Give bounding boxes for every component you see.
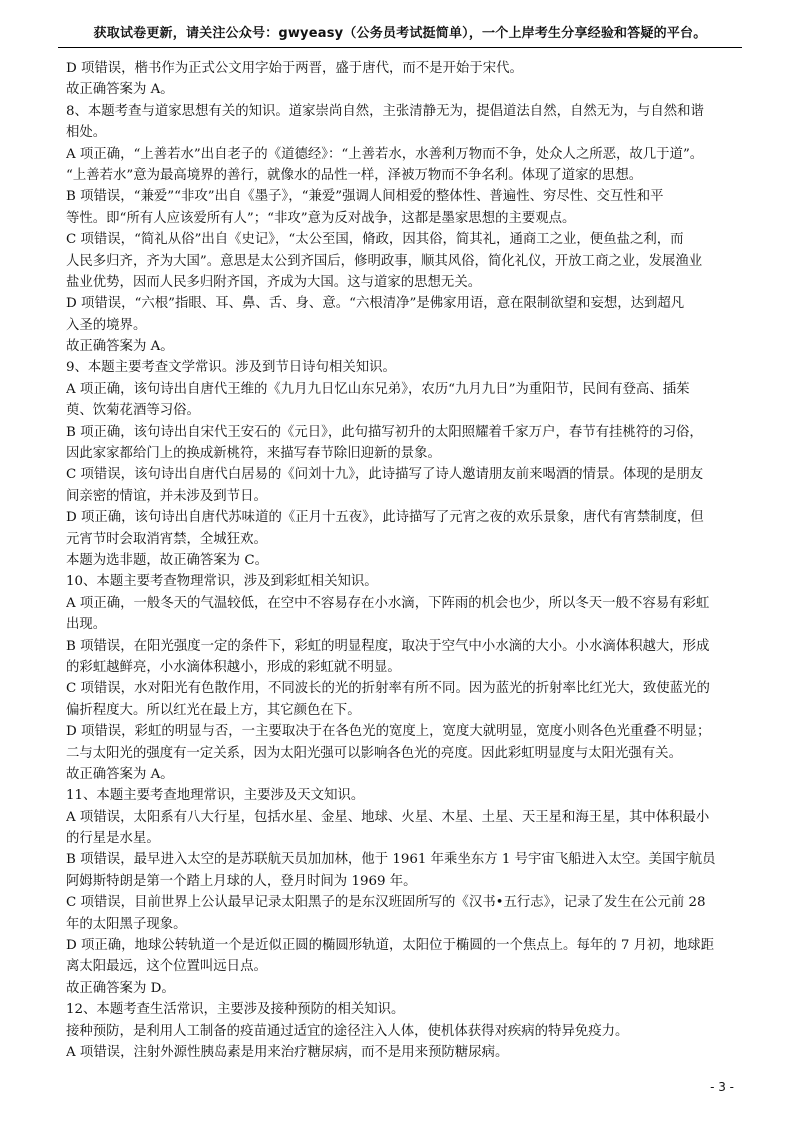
text-line: 偏折程度大。所以红光在最上方，其它颜色在下。 — [66, 702, 361, 718]
text-line: D 项正确，地球公转轨道一个是近似正圆的椭圆形轨道，太阳位于椭圆的一个焦点上。每年的 7 月初，地球距 — [66, 938, 714, 954]
text-line: C 项错误，目前世界上公认最早记录太阳黑子的是东汉班固所写的《汉书•五行志》，记录了发生在公元前 28 — [66, 895, 706, 911]
text-line: 故正确答案为 A。 — [66, 766, 174, 782]
text-line: A 项错误，注射外源性胰岛素是用来治疗糖尿病，而不是用来预防糖尿病。 — [66, 1044, 509, 1060]
text-line: 年的太阳黑子现象。 — [66, 916, 187, 932]
text-line: 出现。 — [66, 617, 107, 633]
text-line: A 项错误，太阳系有八大行星，包括水星、金星、地球、火星、木星、土星、天王星和海王星，其中体积最小 — [66, 809, 710, 825]
text-line: 11、本题主要考查地理常识，主要涉及天文知识。 — [66, 788, 365, 804]
page-number: - 3 - — [710, 1080, 734, 1094]
text-line: 二与太阳光的强度有一定关系，因为太阳光强可以影响各色光的亮度。因此彩虹明显度与太阳光强有关。 — [66, 745, 682, 761]
text-line: 本题为选非题，故正确答案为 C。 — [66, 552, 268, 568]
text-line: A 项正确，一般冬天的气温较低，在空中不容易存在小水滴，下阵雨的机会也少，所以冬天一般不容易有彩虹 — [66, 595, 710, 611]
text-line: 8、本题考查与道家思想有关的知识。道家崇尚自然，主张清静无为，提倡道法自然，自然无为，与自然和谐 — [66, 103, 704, 119]
text-line: D 项错误，彩虹的明显与否，一主要取决于在各色光的宽度上，宽度大就明显，宽度小则各色光重叠不明显； — [66, 724, 711, 740]
text-line: 因此家家都给门上的换成新桃符，来描写春节除旧迎新的景象。 — [66, 446, 441, 462]
text-line: B 项错误，最早进入太空的是苏联航天员加加林，他于 1961 年乘坐东方 1 号宇宙飞船进入太空。美国宇航员 — [66, 852, 716, 868]
text-line: 间亲密的情谊，并未涉及到节日。 — [66, 488, 267, 504]
text-line: B 项错误，“兼爱”“非攻”出自《墨子》，“兼爱”强调人间相爱的整体性、普遍性、穷尽性、交互性和平 — [66, 189, 664, 205]
text-line: C 项错误，水对阳光有色散作用，不同波长的光的折射率有所不同。因为蓝光的折射率比红光大，致使蓝光的 — [66, 681, 710, 697]
text-line: B 项正确，该句诗出自宋代王安石的《元日》，此句描写初升的太阳照耀着千家万户，春节有挂桃符的习俗， — [66, 424, 703, 440]
text-line: B 项错误，在阳光强度一定的条件下，彩虹的明显程度，取决于空气中小水滴的大小。小水滴体积越大，形成 — [66, 638, 710, 654]
text-line: A 项正确，“上善若水”出自老子的《道德经》：“上善若水，水善利万物而不争，处众人之所恶，故几于道”。 — [66, 146, 704, 162]
answer-explanations — [66, 58, 740, 1063]
text-line: “上善若水”意为最高境界的善行，就像水的品性一样，泽被万物而不争名利。体现了道家的思想。 — [66, 167, 643, 183]
text-line: A 项正确，该句诗出自唐代王维的《九月九日忆山东兄弟》，农历“九月九日”为重阳节，民间有登高、插茱 — [66, 381, 690, 397]
text-line: 的彩虹越鲜亮，小水滴体积越小，形成的彩虹就不明显。 — [66, 659, 401, 675]
text-line: 萸、饮菊花酒等习俗。 — [66, 403, 200, 419]
text-line: 相处。 — [66, 125, 107, 141]
text-line: 盐业优势，因而人民多归附齐国，齐成为大国。这与道家的思想无关。 — [66, 274, 482, 290]
text-line: 入圣的境界。 — [66, 317, 147, 333]
text-line: 故正确答案为 D。 — [66, 980, 175, 996]
text-line: 故正确答案为 A。 — [66, 339, 174, 355]
text-line: D 项错误，楷书作为正式公文用字始于两晋，盛于唐代，而不是开始于宋代。 — [66, 61, 523, 76]
text-line: 阿姆斯特朗是第一个踏上月球的人，登月时间为 1969 年。 — [66, 873, 417, 889]
page-header-notice: 获取试卷更新，请关注公众号：gwyeasy（公务员考试挺简单），一个上岸考生分享经验和答疑的平台。 — [93, 26, 707, 41]
text-line: 9、本题主要考查文学常识。涉及到节日诗句相关知识。 — [66, 360, 396, 376]
text-line: C 项错误，“简礼从俗”出自《史记》，“太公至国，脩政，因其俗，简其礼，通商工之业，便鱼盐之利，而 — [66, 232, 684, 248]
text-line: 12、本题考查生活常识，主要涉及接种预防的相关知识。 — [66, 1002, 405, 1018]
text-line: 10、本题主要考查物理常识，涉及到彩虹相关知识。 — [66, 574, 378, 590]
text-line: 人民多归齐，齐为大国”。意思是太公到齐国后，修明政事，顺其风俗，简化礼仪，开放工商之业，发展渔业 — [66, 253, 703, 269]
text-line: 故正确答案为 A。 — [66, 82, 174, 98]
text-line: 接种预防，是利用人工制备的疫苗通过适宜的途径注入人体，使机体获得对疾病的特异免疫力。 — [66, 1023, 629, 1039]
text-line: 等性。即“所有人应该爱所有人”；“非攻”意为反对战争，这都是墨家思想的主要观点。 — [66, 210, 576, 226]
text-line: D 项错误，“六根”指眼、耳、鼻、舌、身、意。“六根清净”是佛家用语，意在限制欲望和妄想，达到超凡 — [66, 296, 685, 312]
header-divider — [58, 47, 742, 48]
text-line: 的行星是水星。 — [66, 831, 160, 847]
text-line: D 项正确，该句诗出自唐代苏味道的《正月十五夜》，此诗描写了元宵之夜的欢乐景象，唐代有宵禁制度，但 — [66, 510, 704, 526]
text-line: C 项错误，该句诗出自唐代白居易的《问刘十九》，此诗描写了诗人邀请朋友前来喝酒的情景。体现的是朋友 — [66, 467, 704, 483]
text-line: 离太阳最远，这个位置叫远日点。 — [66, 959, 267, 975]
text-line: 元宵节时会取消宵禁，全城狂欢。 — [66, 531, 267, 547]
